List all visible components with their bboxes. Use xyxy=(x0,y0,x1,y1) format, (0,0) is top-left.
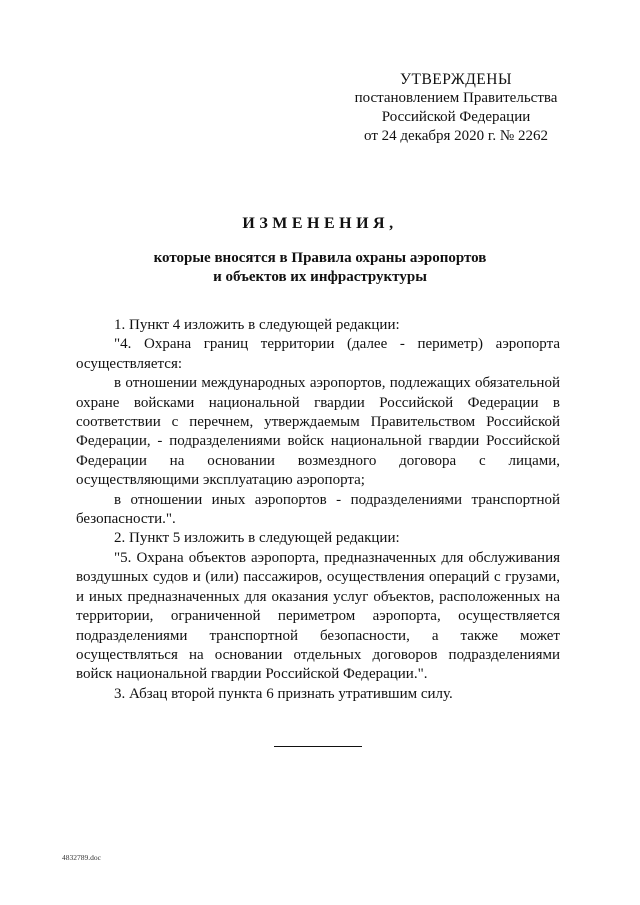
document-body xyxy=(76,316,560,704)
title-heading: ИЗМЕНЕНИЯ, xyxy=(242,215,398,232)
paragraph: "5. Охрана объектов аэропорта, предназначенных для обслуживания воздушных судов и (или) пассажиров, осуществления операций с грузами, и иных предназначенных для оказания услуг объектов, расположенных на территории, ограниченной периметром аэропорта, осуществляется подразделениями транспортной безопасности, а также может осуществляться на основании отдельных договоров подразделениями войск национальной гвардии Российской Федерации.". xyxy=(76,549,560,683)
title-subtitle-line: и объектов их инфраструктуры xyxy=(213,269,427,285)
end-separator-line xyxy=(274,746,362,747)
paragraph: 1. Пункт 4 изложить в следующей редакции: xyxy=(114,317,400,333)
approval-block xyxy=(340,70,572,146)
approval-stamp: УТВЕРЖДЕНЫ xyxy=(400,71,512,88)
title-subtitle-line: которые вносятся в Правила охраны аэропортов xyxy=(153,250,487,266)
approval-line: постановлением Правительства xyxy=(354,90,558,106)
approval-date-number: от 24 декабря 2020 г. № 2262 xyxy=(364,128,548,144)
file-reference: 4832789.doc xyxy=(62,853,101,862)
paragraph: в отношении иных аэропортов - подразделениями транспортной безопасности.". xyxy=(76,491,560,528)
paragraph: "4. Охрана границ территории (далее - периметр) аэропорта осуществляется: xyxy=(76,336,560,372)
document-title xyxy=(64,214,576,287)
paragraph: 3. Абзац второй пункта 6 признать утратившим силу. xyxy=(114,685,453,702)
paragraph: 2. Пункт 5 изложить в следующей редакции: xyxy=(114,530,400,547)
approval-line: Российской Федерации xyxy=(381,109,531,125)
paragraph: в отношении международных аэропортов, подлежащих обязательной охране войсками национальной гвардии Российской Федерации в соответствии с перечнем, утверждаемым Правительством Российской Федерации, - подразделениями войск национальной гвардии Российской Федерации на основании возмездного договора с лицами, осуществляющими эксплуатацию аэропорта; xyxy=(76,375,560,489)
